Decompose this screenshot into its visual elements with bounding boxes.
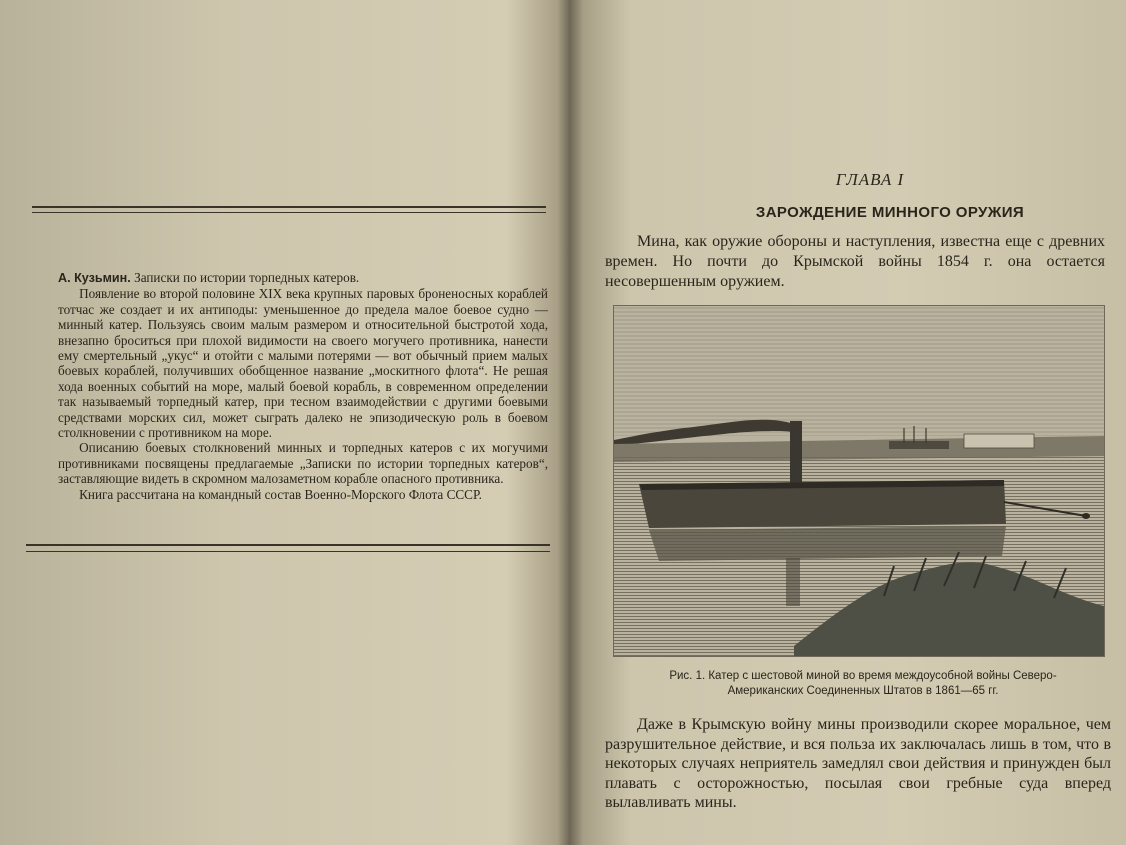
- abstract-paragraph: Книга рассчитана на командный состав Военно-Морского Флота СССР.: [79, 486, 482, 502]
- right-page: [575, 0, 1126, 845]
- chapter-title: ЗАРОЖДЕНИЕ МИННОГО ОРУЖИЯ: [755, 204, 1025, 221]
- top-rule-thin: [32, 212, 546, 213]
- caption-line: Американских Соединенных Штатов в 1861—65 гг.: [727, 685, 999, 697]
- book-abstract: [58, 270, 548, 502]
- book-title: Записки по истории торпедных катеров.: [134, 270, 360, 285]
- bottom-rule: [26, 544, 550, 546]
- intro-paragraph: Мина, как оружие обороны и наступления, известна еще с древних времен. Но почти до Крымской войны 1854 г. она остается несовершенным оружием.: [605, 233, 1105, 290]
- caption-line: Рис. 1. Катер с шестовой миной во время междоусобной войны Северо-: [669, 670, 1057, 682]
- abstract-paragraph: Появление во второй половине XIX века крупных паровых броненосных кораблей тотчас же создает и их антиподы: уменьшенное до предела малое боевое судно — минный катер. Пользуясь своим малым размером и относительной быстротой хода, внезапно броситься при плохой видимости на своего могучего противника, нанести ему смертельный „укус“ и отойти с малыми потерями — вот обычный прием малых боевых кораблей, получивших обобщенное название „москитного флота“. Не решая хода военных событий на море, малый боевой корабль, в современном определении так называемый торпедный катер, при тесном взаимодействии с другими боевыми средствами морских сил, может сыграть далеко не эпизодическую роль в боевом столкновении с противником на море.: [58, 286, 548, 441]
- figure-illustration: [613, 305, 1105, 657]
- author-name: А. Кузьмин.: [58, 271, 131, 285]
- figure-caption: [613, 669, 1113, 699]
- top-rule: [32, 206, 546, 208]
- bottom-rule-thin: [26, 551, 550, 552]
- body-paragraph: Даже в Крымскую войну мины производили скорее моральное, чем разрушительное действие, и вся польза их заключалась лишь в том, что в некоторых случаях неприятель замедлял свои действия и принужден был плавать с осторожностью, посылая свои гребные суда вперед вылавливать мины.: [605, 716, 1111, 811]
- chapter-label: ГЛАВА I: [835, 170, 905, 189]
- boat-engraving: [614, 306, 1104, 656]
- abstract-paragraph: Описанию боевых столкновений минных и торпедных катеров с их могучими противниками посвящены предлагаемые „Записки по истории торпедных катеров“, заставляющие видеть в скромном малозаметном корабле опасного противника.: [58, 440, 548, 487]
- abstract-heading: [58, 270, 548, 286]
